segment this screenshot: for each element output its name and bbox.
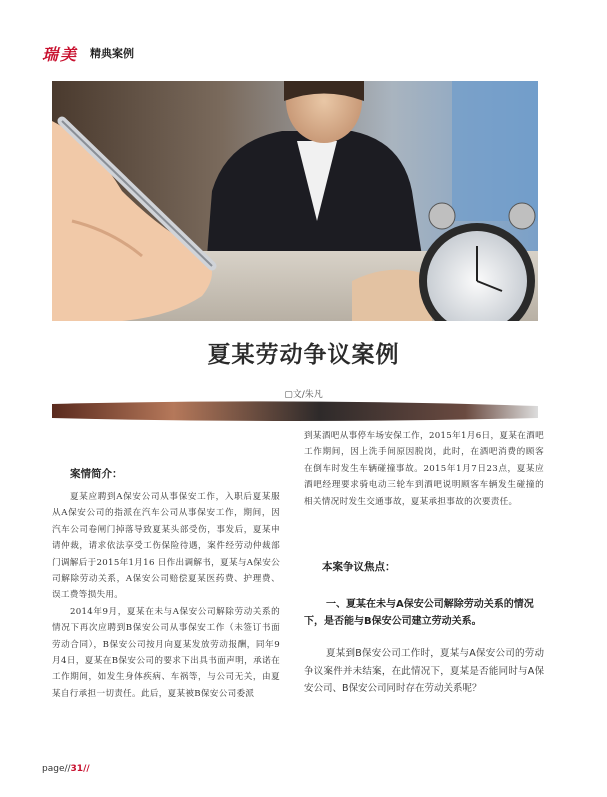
page-footer — [42, 764, 90, 774]
page-header — [42, 42, 134, 64]
case-intro-paragraph: 2014年9月，夏某在未与A保安公司解除劳动关系的情况下再次应聘到B保安公司从事保安工作（未签订书面劳动合同），B保安公司按月向夏某发放劳动报酬，同年9月4日，夏某在B保安公司的要求下出具书面声明，承诺在工作期间，如发生身体疾病、车祸等，与公司无关，由夏某自行承担一切责任。此后，夏某被B保安公司委派 — [52, 606, 280, 699]
hero-photo — [52, 81, 538, 321]
page-prefix: page// — [42, 764, 71, 774]
page-number: 31 — [70, 764, 84, 774]
brand-logo: 瑞美 — [42, 44, 79, 64]
dispute-issue: 一、夏某在未与A保安公司解除劳动关系的情况下，是否能与B保安公司建立劳动关系。 — [304, 599, 534, 627]
case-intro-paragraph: 夏某应聘到A保安公司从事保安工作，入职后夏某服从A保安公司的指派在汽车公司从事保安工作，期间，因汽车公司卷闸门掉落导致夏某头部受伤，事发后，夏某申请仲裁，请求依法享受工伤保险待遇，案件经劳动仲裁部门调解后于2015年1月16 日作出调解书，夏某与A保安公司解除劳动关系，A保安公司赔偿夏某医药费、护理费、误工费等损失用。 — [52, 492, 280, 601]
case-intro-continuation-text: 到某酒吧从事停车场安保工作，2015年1月6日，夏某在酒吧工作期间，因上洗手间原因脱岗，此时，在酒吧消费的顾客在倒车时发生车辆碰撞事故。2015年1月7日23点，夏某应酒吧经理要求骑电动三轮车到酒吧说明顾客车辆发生碰撞的相关情况时发生交通事故，夏某承担事故的次要责任。 — [304, 431, 544, 507]
page-suffix: // — [83, 764, 90, 774]
dispute-heading: 本案争议焦点： — [322, 561, 396, 573]
article-title: 夏某劳动争议案例 — [207, 342, 400, 368]
decorative-band — [52, 400, 538, 422]
case-intro-heading: 案情简介： — [70, 468, 123, 480]
dispute-detail: 夏某到B保安公司工作时，夏某与A保安公司的劳动争议案件并未结案，在此情况下，夏某是否能同时与A保安公司、B保安公司同时存在劳动关系呢？ — [304, 648, 544, 694]
case-intro-continuation — [304, 428, 544, 510]
author-byline: ▢文/朱凡 — [284, 390, 323, 400]
case-intro-column — [52, 466, 280, 702]
section-label: 精典案例 — [90, 47, 135, 60]
